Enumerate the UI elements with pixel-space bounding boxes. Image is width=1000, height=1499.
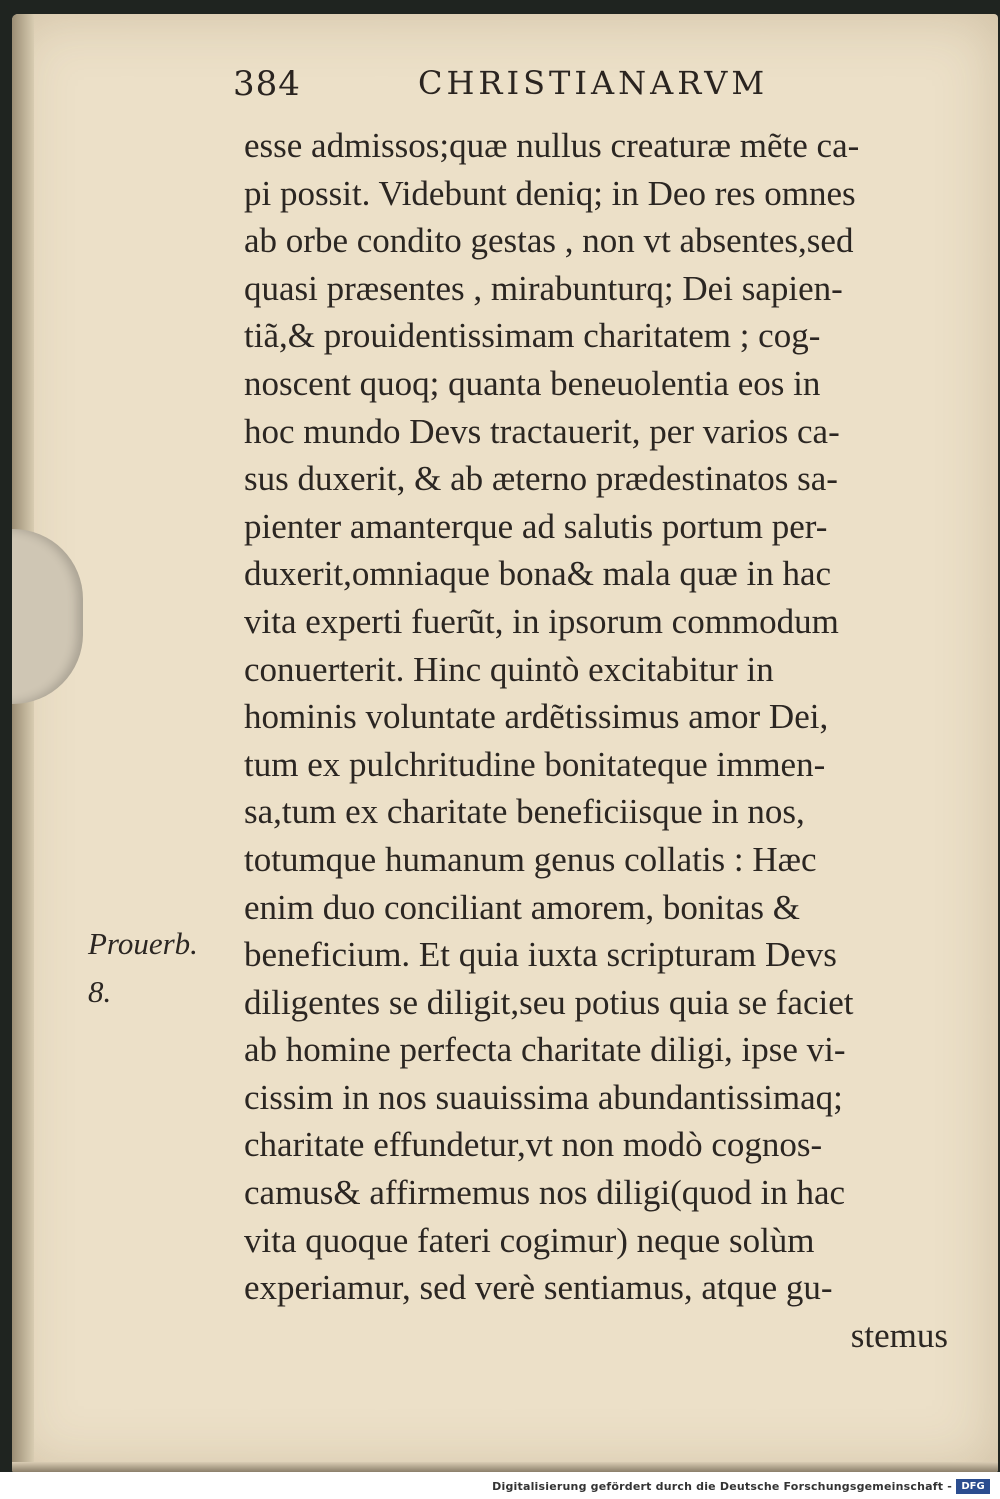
footer-strip	[0, 1472, 1000, 1499]
page-header	[233, 64, 853, 114]
text-line: charitate effundetur,vt non modò cognos-	[244, 1125, 823, 1165]
text-line: esse admissos;quæ nullus creaturæ mẽte ca-	[244, 126, 860, 165]
text-line: camus& affirmemus nos diligi(quod in hac	[244, 1173, 846, 1213]
text-line: quasi præsentes , mirabunturq; Dei sapien-	[244, 268, 843, 308]
text-line: pi possit. Videbunt deniq; in Deo res omnes	[244, 173, 856, 213]
body-text	[244, 122, 960, 1359]
marginal-note-line: Prouerb.	[88, 926, 198, 961]
text-line: vita experti fuerũt, in ipsorum commodum	[244, 601, 839, 641]
text-line: noscent quoq; quanta beneuolentia eos in	[244, 363, 821, 403]
text-line: totumque humanum genus collatis : Hæc	[244, 839, 817, 879]
marginal-note	[88, 920, 198, 1016]
page-tab	[12, 529, 83, 704]
text-line: pienter amanterque ad salutis portum per-	[244, 506, 828, 546]
text-line: sus duxerit, & ab æterno prædestinatos sa-	[244, 459, 838, 499]
text-line: duxerit,omniaque bona& mala quæ in hac	[244, 554, 832, 594]
catchword: stemus	[850, 1315, 948, 1355]
text-line: cissim in nos suauissima abundantissimaq;	[244, 1077, 843, 1117]
text-line: beneficium. Et quia iuxta scripturam Devs	[244, 935, 837, 975]
running-head: CHRISTIANARVM	[418, 64, 769, 102]
text-line: sa,tum ex charitate beneficiisque in nos,	[244, 792, 805, 832]
text-line: ab orbe condito gestas , non vt absentes,sed	[244, 221, 854, 261]
text-line: conuerterit. Hinc quintò excitabitur in	[244, 649, 774, 689]
page-edge-left	[12, 14, 34, 1472]
text-line: hominis voluntate ardẽtissimus amor Dei,	[244, 697, 829, 737]
text-line: experiamur, sed verè sentiamus, atque gu-	[244, 1268, 833, 1308]
text-line: tum ex pulchritudine bonitateque immen-	[244, 744, 826, 784]
text-line: hoc mundo Devs tractauerit, per varios ca-	[244, 411, 840, 451]
page-number: 384	[233, 64, 301, 104]
text-line: diligentes se diligit,seu potius quia se faciet	[244, 982, 854, 1022]
marginal-note-line: 8.	[88, 974, 112, 1009]
text-line: tiã,& prouidentissimam charitatem ; cog-	[244, 316, 821, 356]
text-line: ab homine perfecta charitate diligi, ipse vi-	[244, 1030, 846, 1070]
digitization-credit: Digitalisierung gefördert durch die Deutsche Forschungsgemeinschaft -	[492, 1480, 952, 1493]
page-edge-bottom	[12, 1462, 998, 1472]
text-line: enim duo conciliant amorem, bonitas &	[244, 887, 800, 927]
dfg-logo-icon: DFG	[956, 1479, 990, 1494]
text-line: vita quoque fateri cogimur) neque solùm	[244, 1220, 815, 1260]
